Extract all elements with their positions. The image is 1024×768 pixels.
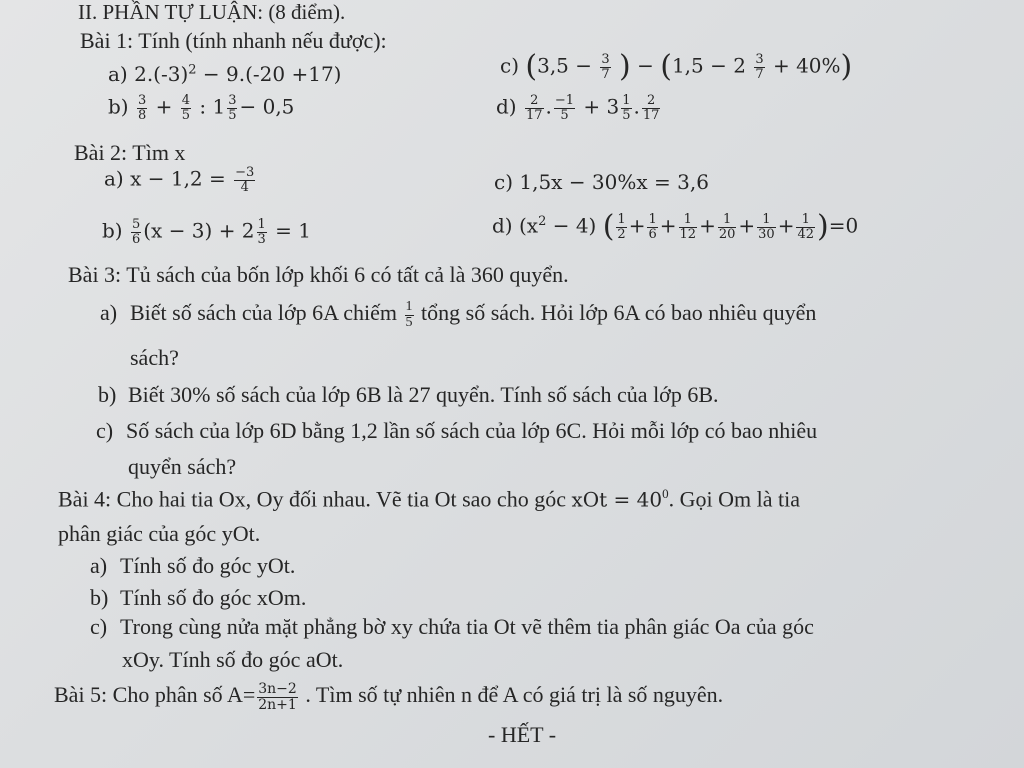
fraction: $\frac{3}{7}$	[601, 51, 610, 82]
fraction: $\frac{1}{5}$	[405, 299, 413, 330]
bai4-c-line2: xOy. Tính số đo góc aOt.	[122, 647, 344, 672]
fraction: $\frac{1}{12}$	[679, 211, 697, 242]
bai1-a: a) $2.(-3)^2 - 9.(-20 +17)$	[108, 62, 342, 86]
bai4-line1: Bài 4: Cho hai tia Ox, Oy đối nhau. Vẽ tia Ot sao cho góc xOt = $40^0$. Gọi Om là tia	[58, 486, 800, 512]
fraction: $\frac{1}{2}$	[617, 211, 626, 242]
bai2-title: Bài 2: Tìm x	[74, 140, 186, 165]
fraction: $\frac{2}{17}$	[525, 93, 543, 123]
fraction: $\frac{1}{5}$	[622, 93, 631, 123]
bai2-c: c) 1,5x − 30%x = 3,6	[494, 170, 709, 194]
fraction: $\frac{4}{5}$	[181, 93, 191, 123]
bai3-c-line2: quyển sách?	[128, 454, 237, 479]
fraction: $\frac{3}{5}$	[228, 93, 237, 123]
fraction: $\frac{1}{20}$	[718, 211, 736, 242]
fraction: $\frac{1}{42}$	[797, 211, 814, 242]
bai1-title: Bài 1: Tính (tính nhanh nếu được):	[80, 28, 387, 53]
bai4-line2: phân giác của góc yOt.	[58, 521, 261, 546]
fraction: $\frac{1}{6}$	[648, 211, 657, 242]
end-marker: - HẾT -	[488, 722, 557, 747]
bai3-a-line2: sách?	[130, 345, 179, 370]
bai3-title: Bài 3: Tủ sách của bốn lớp khối 6 có tất cả là 360 quyển.	[68, 262, 569, 287]
bai2-a: a) x − 1,2 = $\frac{-3}{4}$	[104, 165, 255, 195]
fraction: $\frac{1}{30}$	[758, 211, 775, 242]
fraction: $\frac{2}{17}$	[642, 93, 660, 123]
section-header: II. PHẦN TỰ LUẬN: (8 điểm).	[78, 0, 346, 24]
bai1-d: d) $\frac{2}{17}$ . $\frac{-1}{5}$ + 3 $\frac{1}{5}$ . $\frac{2}{17}$	[496, 93, 660, 123]
fraction: $\frac{-3}{4}$	[235, 165, 255, 195]
bai3-b: b) Biết 30% số sách của lớp 6B là 27 quyển. Tính số sách của lớp 6B.	[98, 382, 719, 407]
bai1-b: b) $\frac{3}{8}$ + $\frac{4}{5}$ : 1 $\frac{3}{5}$ − 0,5	[108, 93, 295, 123]
bai1-c: c) (3,5 − $\frac{3}{7}$ ) − (1,5 − 2 $\frac{3}{7}$ + 40%)	[500, 49, 853, 84]
bai4-b: b) Tính số đo góc xOm.	[90, 585, 307, 610]
bai2-d: d) $(x^2 - 4)$ ( $\frac{1}{2}$ + $\frac{1}{6}$ + $\frac{1}{12}$ + $\frac{1}{20}$ + $\frac{1}{30}$ + $\frac{1}{42}$ )=0	[492, 209, 859, 244]
bai4-a: a) Tính số đo góc yOt.	[90, 553, 296, 578]
fraction: $\frac{3n-2}{2n+1}$	[258, 681, 297, 713]
bai3-c-line1: c) Số sách của lớp 6D bằng 1,2 lần số sách của lớp 6C. Hỏi mỗi lớp có bao nhiêu	[96, 418, 818, 443]
bai2-b: b) $\frac{5}{6}$ (x − 3) + 2 $\frac{1}{3}$ = 1	[102, 217, 312, 247]
fraction: $\frac{3}{7}$	[755, 51, 764, 82]
fraction: $\frac{3}{8}$	[137, 93, 147, 123]
bai4-c-line1: c) Trong cùng nửa mặt phẳng bờ xy chứa tia Ot vẽ thêm tia phân giác Oa của góc	[90, 614, 814, 639]
fraction: $\frac{5}{6}$	[131, 217, 141, 247]
bai3-a-line1: a) Biết số sách của lớp 6A chiếm $\frac{1}{5}$ tổng số sách. Hỏi lớp 6A có bao nhiêu quyển	[100, 299, 817, 330]
fraction: $\frac{-1}{5}$	[554, 93, 575, 123]
bai5: Bài 5: Cho phân số A= $\frac{3n-2}{2n+1}$ . Tìm số tự nhiên n để A có giá trị là số nguyên.	[54, 681, 724, 713]
fraction: $\frac{1}{3}$	[257, 217, 266, 247]
